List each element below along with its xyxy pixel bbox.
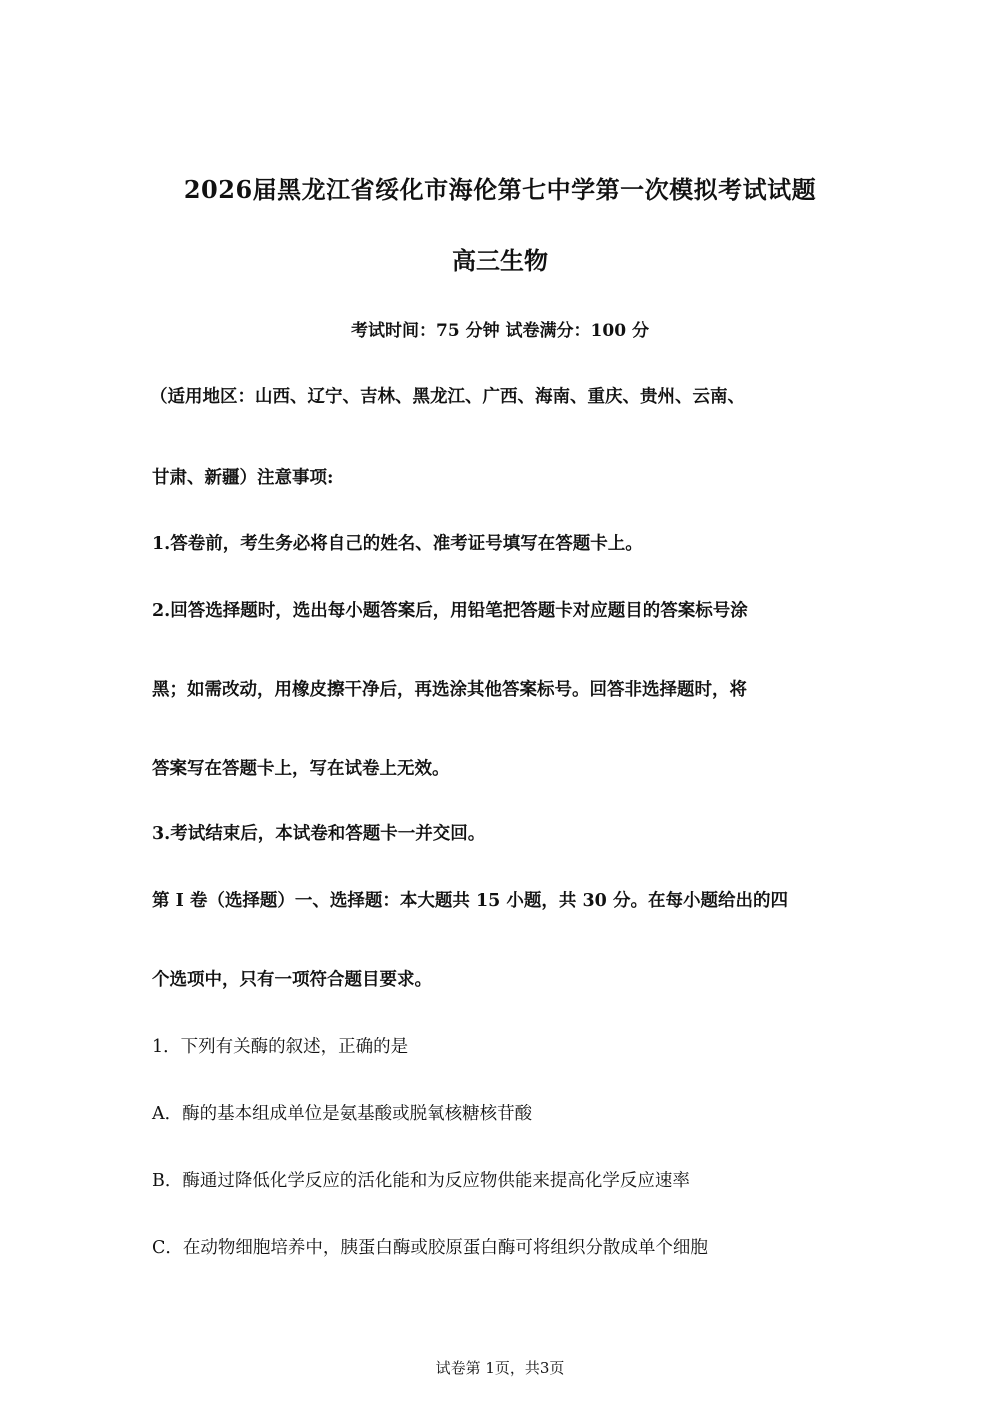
note-3: 3.考试结束后，本试卷和答题卡一并交回。 [152, 824, 486, 844]
exam-subject: 高三生物 [452, 246, 548, 275]
note-2-line-2: 黑；如需改动，用橡皮擦干净后，再选涂其他答案标号。回答非选择题时，将 [152, 680, 747, 700]
page-footer: 试卷第 1页，共3页 [435, 1359, 565, 1377]
question-1-option-a: A．酶的基本组成单位是氨基酸或脱氧核糖核苷酸 [152, 1104, 533, 1124]
note-2-line-3: 答案写在答题卡上，写在试卷上无效。 [152, 759, 450, 779]
question-1-stem: 1．下列有关酶的叙述，正确的是 [152, 1037, 409, 1057]
question-1-option-c: C．在动物细胞培养中，胰蛋白酶或胶原蛋白酶可将组织分散成单个细胞 [152, 1238, 708, 1258]
section-header-line-1: 第 I 卷（选择题）一、选择题：本大题共 15 小题，共 30 分。在每小题给出的四 [152, 891, 788, 911]
note-2-line-1: 2.回答选择题时，选出每小题答案后，用铅笔把答题卡对应题目的答案标号涂 [152, 601, 748, 621]
question-1-option-b: B．酶通过降低化学反应的活化能和为反应物供能来提高化学反应速率 [152, 1171, 690, 1191]
exam-info: 考试时间：75 分钟 试卷满分：100 分 [351, 321, 649, 341]
note-1: 1.答卷前，考生务必将自己的姓名、准考证号填写在答题卡上。 [152, 534, 643, 554]
region-line-1: （适用地区：山西、辽宁、吉林、黑龙江、广西、海南、重庆、贵州、云南、 [150, 387, 745, 407]
region-line-2: 甘肃、新疆）注意事项: [152, 468, 334, 488]
section-header-line-2: 个选项中，只有一项符合题目要求。 [152, 970, 432, 990]
exam-title: 2026届黑龙江省绥化市海伦第七中学第一次模拟考试试题 [183, 175, 817, 204]
